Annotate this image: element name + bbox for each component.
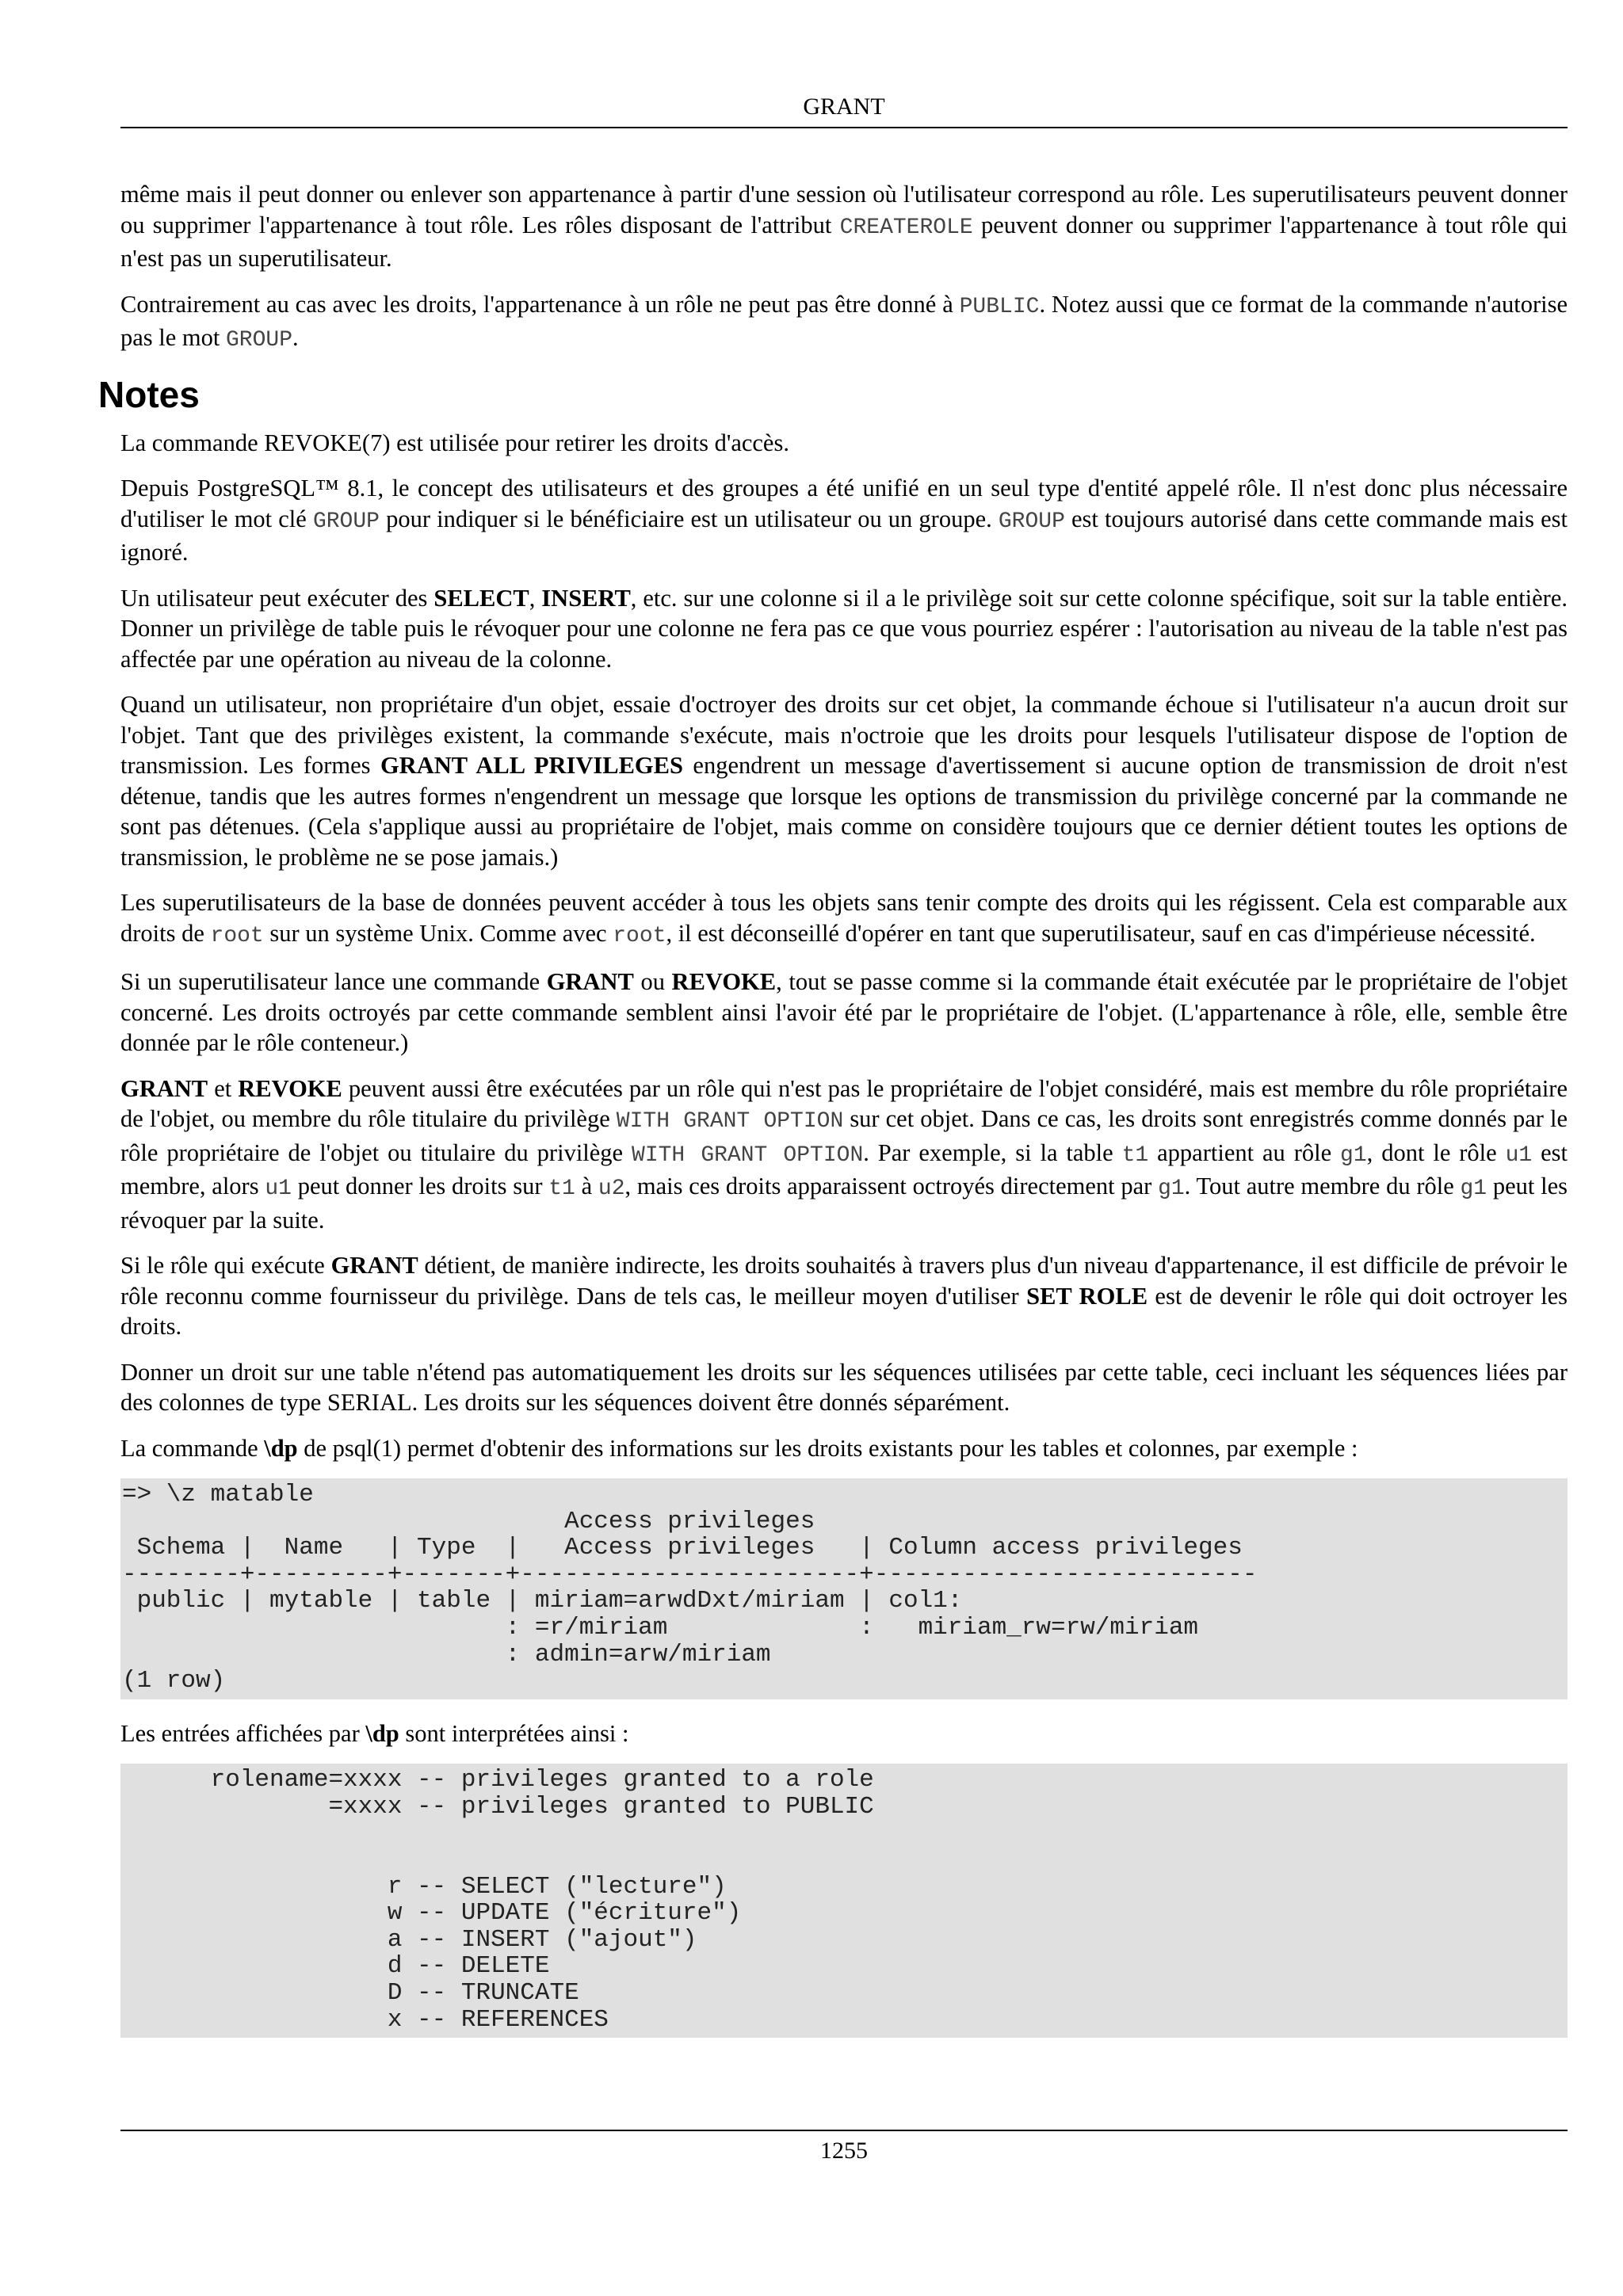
code-block-privilege-legend: rolename=xxxx -- privileges granted to a role =xxxx -- privileges granted to PUBLIC r -- SELECT ("lecture") w -- UPDATE ("écriture") a -- INSERT ("ajout") d -- DELETE D -- TRUNCATE x -- REFERENCES [120,1764,1568,2038]
notes-paragraph-11: Les entrées affichées par \dp sont interprétées ainsi : [120,1719,629,1747]
inline-code: CREATEROLE [839,215,973,240]
bold-command: \dp [264,1434,298,1462]
bold-command: SET ROLE [1026,1282,1148,1310]
inline-code: root [613,923,666,948]
inline-code: g1 [1158,1177,1185,1201]
bold-command: REVOKE [671,968,777,995]
notes-paragraph-7: GRANT et REVOKE peuvent aussi être exécutées par un rôle qui n'est pas le propriétaire de l'objet considéré, mais est membre du rôle propriétaire de l'objet, ou membre du rôle titulaire du privilège WITH GRANT OPTION sur cet objet. Dans ce cas, les droits sont enregistrés comme donnés par le rôle propriétaire de l'objet ou titulaire du privilège WITH GRANT OPTION. Par exemple, si la table t1 appartient au rôle g1, dont le rôle u1 est membre, alors u1 peut donner les droits sur t1 à u2, mais ces droits apparaissent octroyés directement par g1. Tout autre membre du rôle g1 peut les révoquer par la suite. [120,1074,1568,1234]
inline-code: t1 [548,1177,575,1201]
bold-command: \dp [365,1719,399,1747]
footer-rule [120,2130,1568,2131]
page-number: 1255 [820,2138,868,2164]
bold-command: GRANT [546,968,634,995]
inline-code: root [210,923,264,948]
inline-code: WITH GRANT OPTION [632,1142,864,1168]
bold-command: GRANT [120,1074,208,1102]
inline-code: t1 [1121,1142,1149,1168]
inline-code: g1 [1340,1142,1367,1168]
inline-code: u1 [1505,1142,1533,1168]
inline-code: PUBLIC [959,294,1040,319]
header-rule [120,127,1568,128]
inline-code: WITH GRANT OPTION [616,1109,844,1134]
inline-code: g1 [1460,1177,1487,1201]
notes-paragraph-10: La commande \dp de psql(1) permet d'obtenir des informations sur les droits existants pour les tables et colonnes, par exemple : [120,1434,1358,1462]
intro-paragraph-2: Contrairement au cas avec les droits, l'appartenance à un rôle ne peut pas être donné à PUBLIC. Notez aussi que ce format de la commande n'autorise pas le mot GROUP. [120,290,1568,353]
notes-paragraph-9: Donner un droit sur une table n'étend pas automatiquement les droits sur les séquences utilisées par cette table, ceci incluant les séquences liées par des colonnes de type SERIAL. Les droits sur les séquences doivent être donnés séparément. [120,1358,1568,1416]
bold-command: SELECT [433,584,529,612]
bold-command: REVOKE [238,1074,342,1102]
inline-code: GROUP [226,328,293,353]
notes-paragraph-5: Les superutilisateurs de la base de données peuvent accéder à tous les objets sans tenir compte des droits qui les régissent. Cela est comparable aux droits de root sur un système Unix. Comme avec root, il est déconseillé d'opérer en tant que superutilisateur, sauf en cas d'impérieuse nécessité. [120,889,1568,948]
inline-code: u1 [265,1177,292,1201]
code-block-privileges-table: => \z matable Access privileges Schema | Name | Type | Access privileges | Column access privileges --------+---------+-------+-----------------------+-------------------------- public | mytable | table | miriam=arwdDxt/miriam | col1: : =r/miriam : miriam_rw=rw/miriam : admin=arw/miriam (1 row) [120,1478,1568,1699]
page-header-title: GRANT [803,93,885,120]
notes-paragraph-2: Depuis PostgreSQL™ 8.1, le concept des utilisateurs et des groupes a été unifié en un seul type d'entité appelé rôle. Il n'est donc plus nécessaire d'utiliser le mot clé GROUP pour indiquer si le bénéficiaire est un utilisateur ou un groupe. GROUP est toujours autorisé dans cette commande mais est ignoré. [120,475,1568,566]
notes-paragraph-3: Un utilisateur peut exécuter des SELECT, INSERT, etc. sur une colonne si il a le privilège soit sur cette colonne spécifique, soit sur la table entière. Donner un privilège de table puis le révoquer pour une colonne ne fera pas ce que vous pourriez espérer : l'autorisation au niveau de la table n'est pas affectée par une opération au niveau de la colonne. [120,584,1568,673]
bold-command: GRANT [330,1252,418,1279]
notes-paragraph-1: La commande REVOKE(7) est utilisée pour retirer les droits d'accès. [120,429,789,456]
bold-command: GRANT ALL PRIVILEGES [380,752,683,779]
notes-paragraph-8: Si le rôle qui exécute GRANT détient, de manière indirecte, les droits souhaités à travers plus d'un niveau d'appartenance, il est difficile de prévoir le rôle reconnu comme fournisseur du privilège. Dans de tels cas, le meilleur moyen d'utiliser SET ROLE est de devenir le rôle qui doit octroyer les droits. [120,1252,1568,1340]
bold-command: INSERT [541,584,631,612]
inline-code: GROUP [312,509,380,534]
page-content [98,179,1568,2057]
section-title-notes: Notes [98,373,200,415]
inline-code: u2 [598,1177,625,1201]
intro-paragraph-1: même mais il peut donner ou enlever son appartenance à partir d'une session où l'utilisateur correspond au rôle. Les superutilisateurs peuvent donner ou supprimer l'appartenance à tout rôle. Les rôles disposant de l'attribut CREATEROLE peuvent donner ou supprimer l'appartenance à tout rôle qui n'est pas un superutilisateur. [120,181,1568,272]
notes-paragraph-6: Si un superutilisateur lance une commande GRANT ou REVOKE, tout se passe comme si la commande était exécutée par le propriétaire de l'objet concerné. Les droits octroyés par cette commande semblent ainsi l'avoir été par le propriétaire de l'objet. (L'appartenance à rôle, elle, semble être donnée par le rôle conteneur.) [120,968,1568,1056]
notes-paragraph-4: Quand un utilisateur, non propriétaire d'un objet, essaie d'octroyer des droits sur cet objet, la commande échoue si l'utilisateur n'a aucun droit sur l'objet. Tant que des privilèges existent, la commande s'exécute, mais n'octroie que les droits pour lesquels l'utilisateur dispose de l'option de transmission. Les formes GRANT ALL PRIVILEGES engendrent un message d'avertissement si aucune option de transmission de droit n'est détenue, tandis que les autres formes n'engendrent un message que lorsque les options de transmission du privilège concerné par la commande ne sont pas détenues. (Cela s'applique aussi au propriétaire de l'objet, mais comme on considère toujours que ce dernier détient toutes les options de transmission, le problème ne se pose jamais.) [120,691,1568,871]
inline-code: GROUP [998,509,1065,534]
